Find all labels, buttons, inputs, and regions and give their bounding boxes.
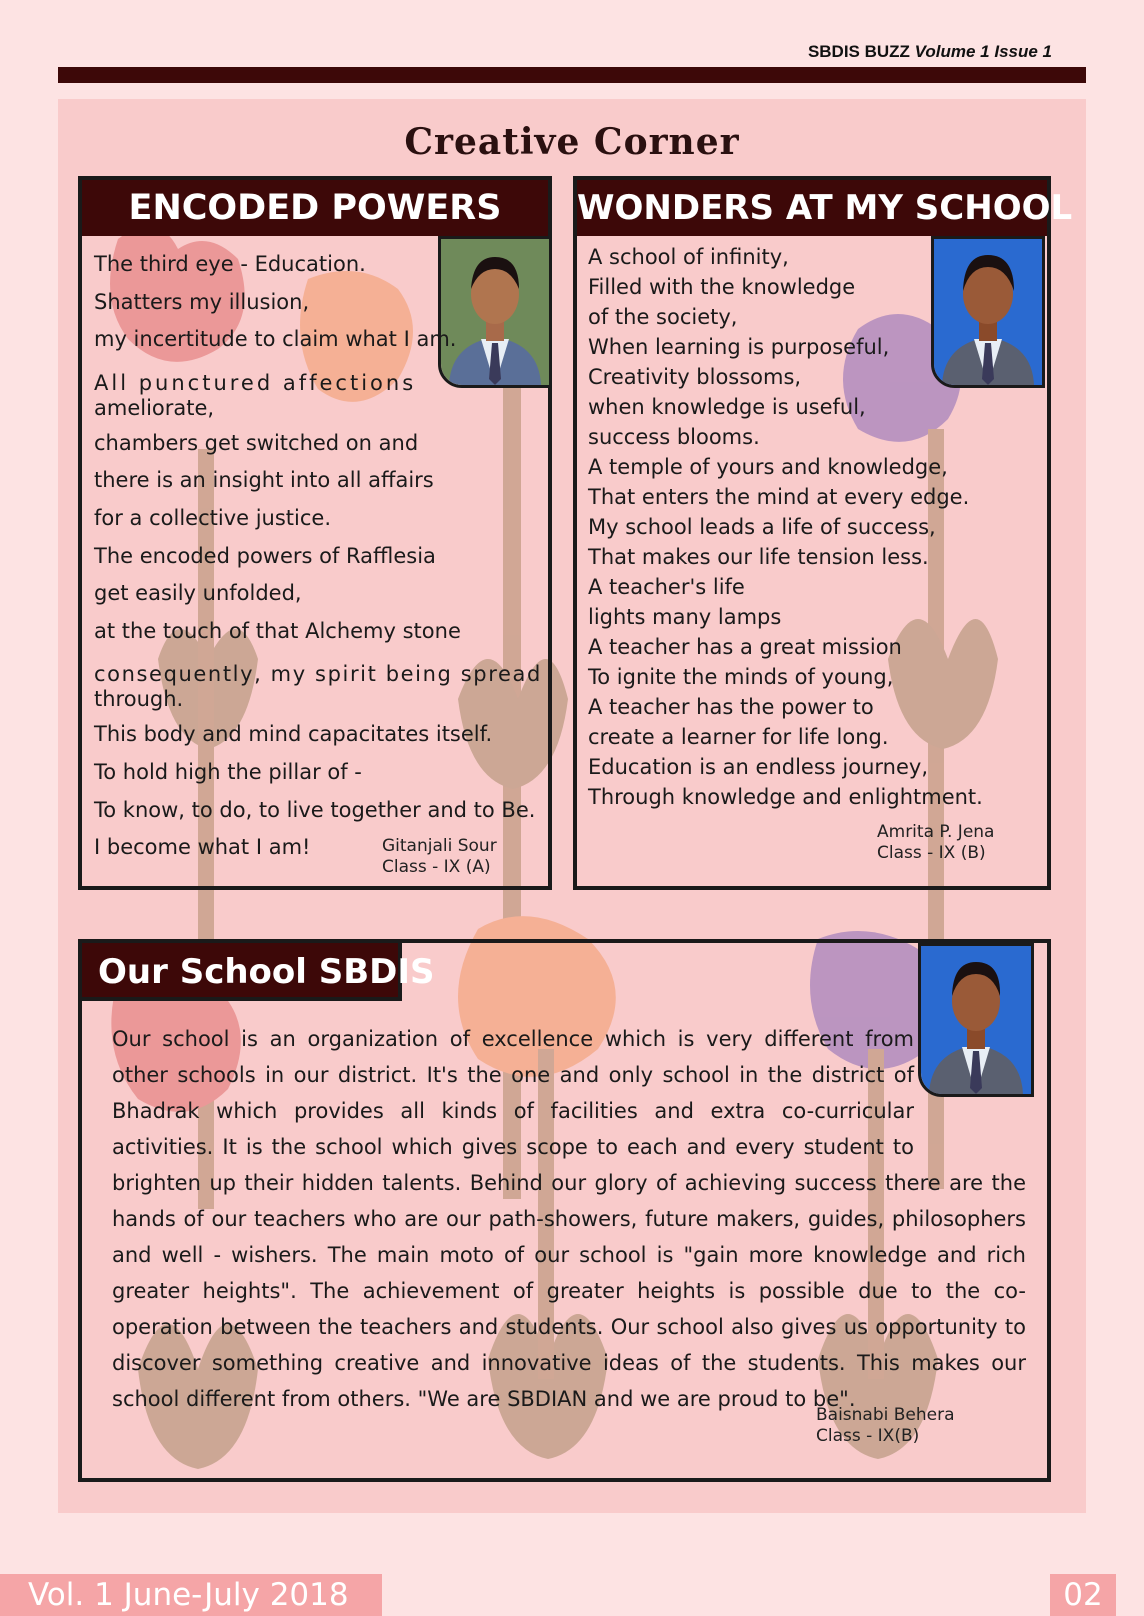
poem-line: when knowledge is useful, — [588, 395, 866, 419]
poem-line: get easily unfolded, — [94, 581, 302, 606]
poem-line: ameliorate, — [94, 395, 215, 420]
poem-line: for a collective justice. — [94, 505, 332, 530]
poem-title: ENCODED POWERS — [82, 180, 548, 236]
magazine-name: SBDIS BUZZ — [807, 42, 910, 61]
article-body — [112, 1021, 1026, 1417]
poem-line: success blooms. — [588, 425, 760, 449]
author-name: Baisnabi Behera — [816, 1405, 955, 1425]
poem-line: my incertitude to claim what I am. — [94, 327, 457, 352]
author-name: Amrita P. Jena — [877, 822, 995, 842]
photo-spacer — [914, 1021, 1026, 1161]
running-header — [808, 42, 1052, 62]
poem-line: create a learner for life long. — [588, 725, 889, 749]
author-name: Gitanjali Sour — [382, 836, 497, 856]
poem-line: A teacher has the power to — [588, 695, 874, 719]
page-number: 02 — [1050, 1574, 1116, 1616]
poem-line: That enters the mind at every edge. — [588, 485, 970, 509]
poem-line: A school of infinity, — [588, 245, 789, 269]
poem-line: Education is an endless journey, — [588, 755, 928, 779]
poem-line: To hold high the pillar of - — [94, 759, 362, 784]
article-author — [816, 1405, 955, 1447]
poem-line: I become what I am! — [94, 835, 311, 860]
poem-box-wonders-at-my-school — [573, 176, 1073, 890]
poem-line: consequently, my spirit being spread — [94, 662, 542, 687]
poem-box-encoded-powers — [78, 176, 552, 890]
poem-line: A temple of yours and knowledge, — [588, 455, 948, 479]
poem-line: Creativity blossoms, — [588, 365, 802, 389]
author-class: Class - IX (A) — [382, 857, 491, 877]
poem-line: A teacher has a great mission — [588, 635, 902, 659]
poem-line: of the society, — [588, 305, 738, 329]
poem-line: lights many lamps — [588, 605, 782, 629]
content-panel — [58, 99, 1086, 1513]
poem-line: The encoded powers of Rafflesia — [94, 543, 436, 568]
author-class: Class - IX (B) — [877, 843, 986, 863]
poem-text — [588, 242, 983, 812]
poem-line: My school leads a life of success, — [588, 515, 936, 539]
poem-line: All punctured affections — [94, 370, 417, 395]
poem-line: When learning is purposeful, — [588, 335, 890, 359]
poem-line: To know, to do, to live together and to Be. — [94, 797, 536, 822]
article-text: Our school is an organization of excellence which is very different from other schools in our district. It's the one and only school in the district of Bhadrak which provides all kinds of facilities and extra co-curricular activities. It is the school which gives scope to each and every student to brighten up their hidden talents. Behind our glory of achieving success there are the hands of our teachers who are our path-showers, future makers, guides, philosophers and well - wishers. The main moto of our school is "gain more knowledge and rich greater heights". The achievement of greater heights is possible due to the co-operation between the teachers and students. Our school also gives us opportunity to discover something creative and innovative ideas of the students. This makes our school different from others. "We are SBDIAN and we are proud to be". — [112, 1027, 1026, 1411]
poem-line: This body and mind capacitates itself. — [94, 722, 493, 747]
article-title: Our School SBDIS — [82, 943, 402, 1001]
poem-line: That makes our life tension less. — [588, 545, 929, 569]
poem-line: The third eye - Education. — [94, 252, 366, 276]
poem-text — [94, 246, 542, 867]
poem-author — [382, 836, 497, 878]
poem-line: at the touch of that Alchemy stone — [94, 618, 461, 643]
issue-label: Volume 1 Issue 1 — [914, 42, 1052, 61]
poem-line: Filled with the knowledge — [588, 275, 856, 299]
footer-volume: Vol. 1 June-July 2018 — [0, 1574, 382, 1616]
poem-line: A teacher's life — [588, 575, 745, 599]
header-rule — [58, 67, 1086, 83]
article-box-our-school — [78, 939, 1051, 1482]
poem-line: To ignite the minds of young, — [588, 665, 894, 689]
poem-line: through. — [94, 687, 184, 712]
poem-author — [877, 822, 994, 864]
poem-line: chambers get switched on and — [94, 430, 419, 455]
poem-title: WONDERS AT MY SCHOOL — [577, 180, 1047, 236]
poem-line: Shatters my illusion, — [94, 289, 310, 314]
poem-line: Through knowledge and enlightment. — [588, 785, 983, 809]
author-class: Class - IX(B) — [816, 1426, 920, 1446]
section-title: Creative Corner — [404, 121, 740, 163]
poem-line: there is an insight into all affairs — [94, 468, 434, 493]
